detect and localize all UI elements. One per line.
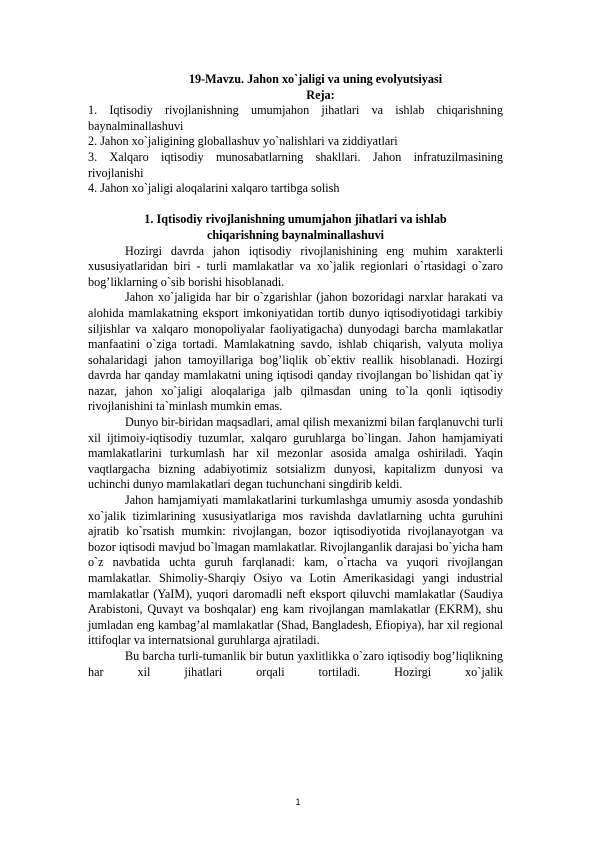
section-heading: 1. Iqtisodiy rivojlanishning umumjahon jihatlari va ishlab chiqarishning baynalminallashuvi <box>144 212 447 242</box>
plan-item-3: 3. Xalqaro iqtisodiy munosabatlarning shakllari. Jahon infratuzilmasining rivojlanishi <box>88 149 503 180</box>
paragraph-4: Jahon hamjamiyati mamlakatlarini turkumlashga umumiy asosda yondashib xo`jalik tizimlarining xususiyatlariga mos ravishda davlatlarning uchta guruhini ajratib ko`rsatish mumkin: rivojlangan, bozor iqtisodiyotida rivojlanayotgan va bozor iqtisodi mavjud bo`lmagan mamlakatlar. Rivojlanganlik darajasi bo`yicha ham o`z navbatida uchta guruh farqlanadi: kam, o`rtacha va yuqori rivojlangan mamlakatlar. Shimoliy-Sharqiy Osiyo va Lotin Amerikasidagi yangi industrial mamlakatlar (YaIM), yuqori daromadli neft eksport qiluvchi mamlakatlar (Saudiya Arabistoni, Quvayt va boshqalar) eng kam rivojlangan mamlakatlar (EKRM), shu jumladan eng kambag’al mamlakatlar (Shad, Bangladesh, Efiopiya), har xil regional ittifoqlar va internatsional guruhlarga ajratiladi. <box>88 493 503 648</box>
document-page <box>88 72 503 680</box>
paragraph-3: Dunyo bir-biridan maqsadlari, amal qilish mexanizmi bilan farqlanuvchi turli xil ijtimoiy-iqtisodiy tuzumlar, xalqaro guruhlarga bo`lingan. Jahon hamjamiyati mamlakatlarini turkumlash har xil mezonlar asosida amalga oshiriladi. Yaqin vaqtlargacha bizning adabiyotimiz sotsializm dunyosi, kapitalizm dunyosi va uchinchi dunyo mamlakatlari degan tuchunchani singdirib keldi. <box>88 415 503 492</box>
page-number: 1 <box>295 797 301 807</box>
document-title: 19-Mavzu. Jahon xo`jaligi va uning evolyutsiyasi <box>188 72 443 86</box>
paragraph-1: Hozirgi davrda jahon iqtisodiy rivojlanishining eng muhim xarakterli xususiyatlaridan biri - turli mamlakatlar va xo`jalik regionlari o`rtasidagi o`zaro bog’liklarning o`sib borishi hisoblanadi. <box>88 243 503 289</box>
plan-label: Reja: <box>306 87 335 102</box>
paragraph-2: Jahon xo`jaligida har bir o`zgarishlar (jahon bozoridagi narxlar harakati va alohida mamlakatning eksport imkoniyatidan tortib dunyo iqtisodiyotidagi tarkibiy siljishlar va xalqaro monopoliyalar faoliyatigacha) dunyodagi barcha mamlakatlar manfaatini o`ziga tortadi. Mamlakatning savdo, ishlab chiqarish, valyuta moliya sohalaridagi jahon tamoyillariga bog’liqlik ob`ektiv reallik hisoblanadi. Hozirgi davrda har qanday mamlakatni uning iqtisodi qanday rivojlangan bo`lishidan qat`iy nazar, jahon xo`jaligi aloqalariga jalb qilmasdan uning to`la qonli iqtisodiy rivojlanishini ta`minlash mumkin emas. <box>88 290 503 414</box>
spacer <box>88 197 503 213</box>
plan-item-4: 4. Jahon xo`jaligi aloqalarini xalqaro tartibga solish <box>88 181 340 196</box>
plan-item-2: 2. Jahon xo`jaligining globallashuv yo`nalishlari va ziddiyatlari <box>88 134 398 149</box>
plan-list <box>88 103 503 197</box>
plan-item-1: 1. Iqtisodiy rivojlanishning umumjahon jihatlari va ishlab chiqarishning baynalminallashuvi <box>88 103 503 133</box>
paragraph-5: Bu barcha turli-tumanlik bir butun yaxlitlikka o`zaro iqtisodiy bog’liqlikning har xil jihatlari orqali tortiladi. Hozirgi xo`jalik <box>88 648 503 679</box>
